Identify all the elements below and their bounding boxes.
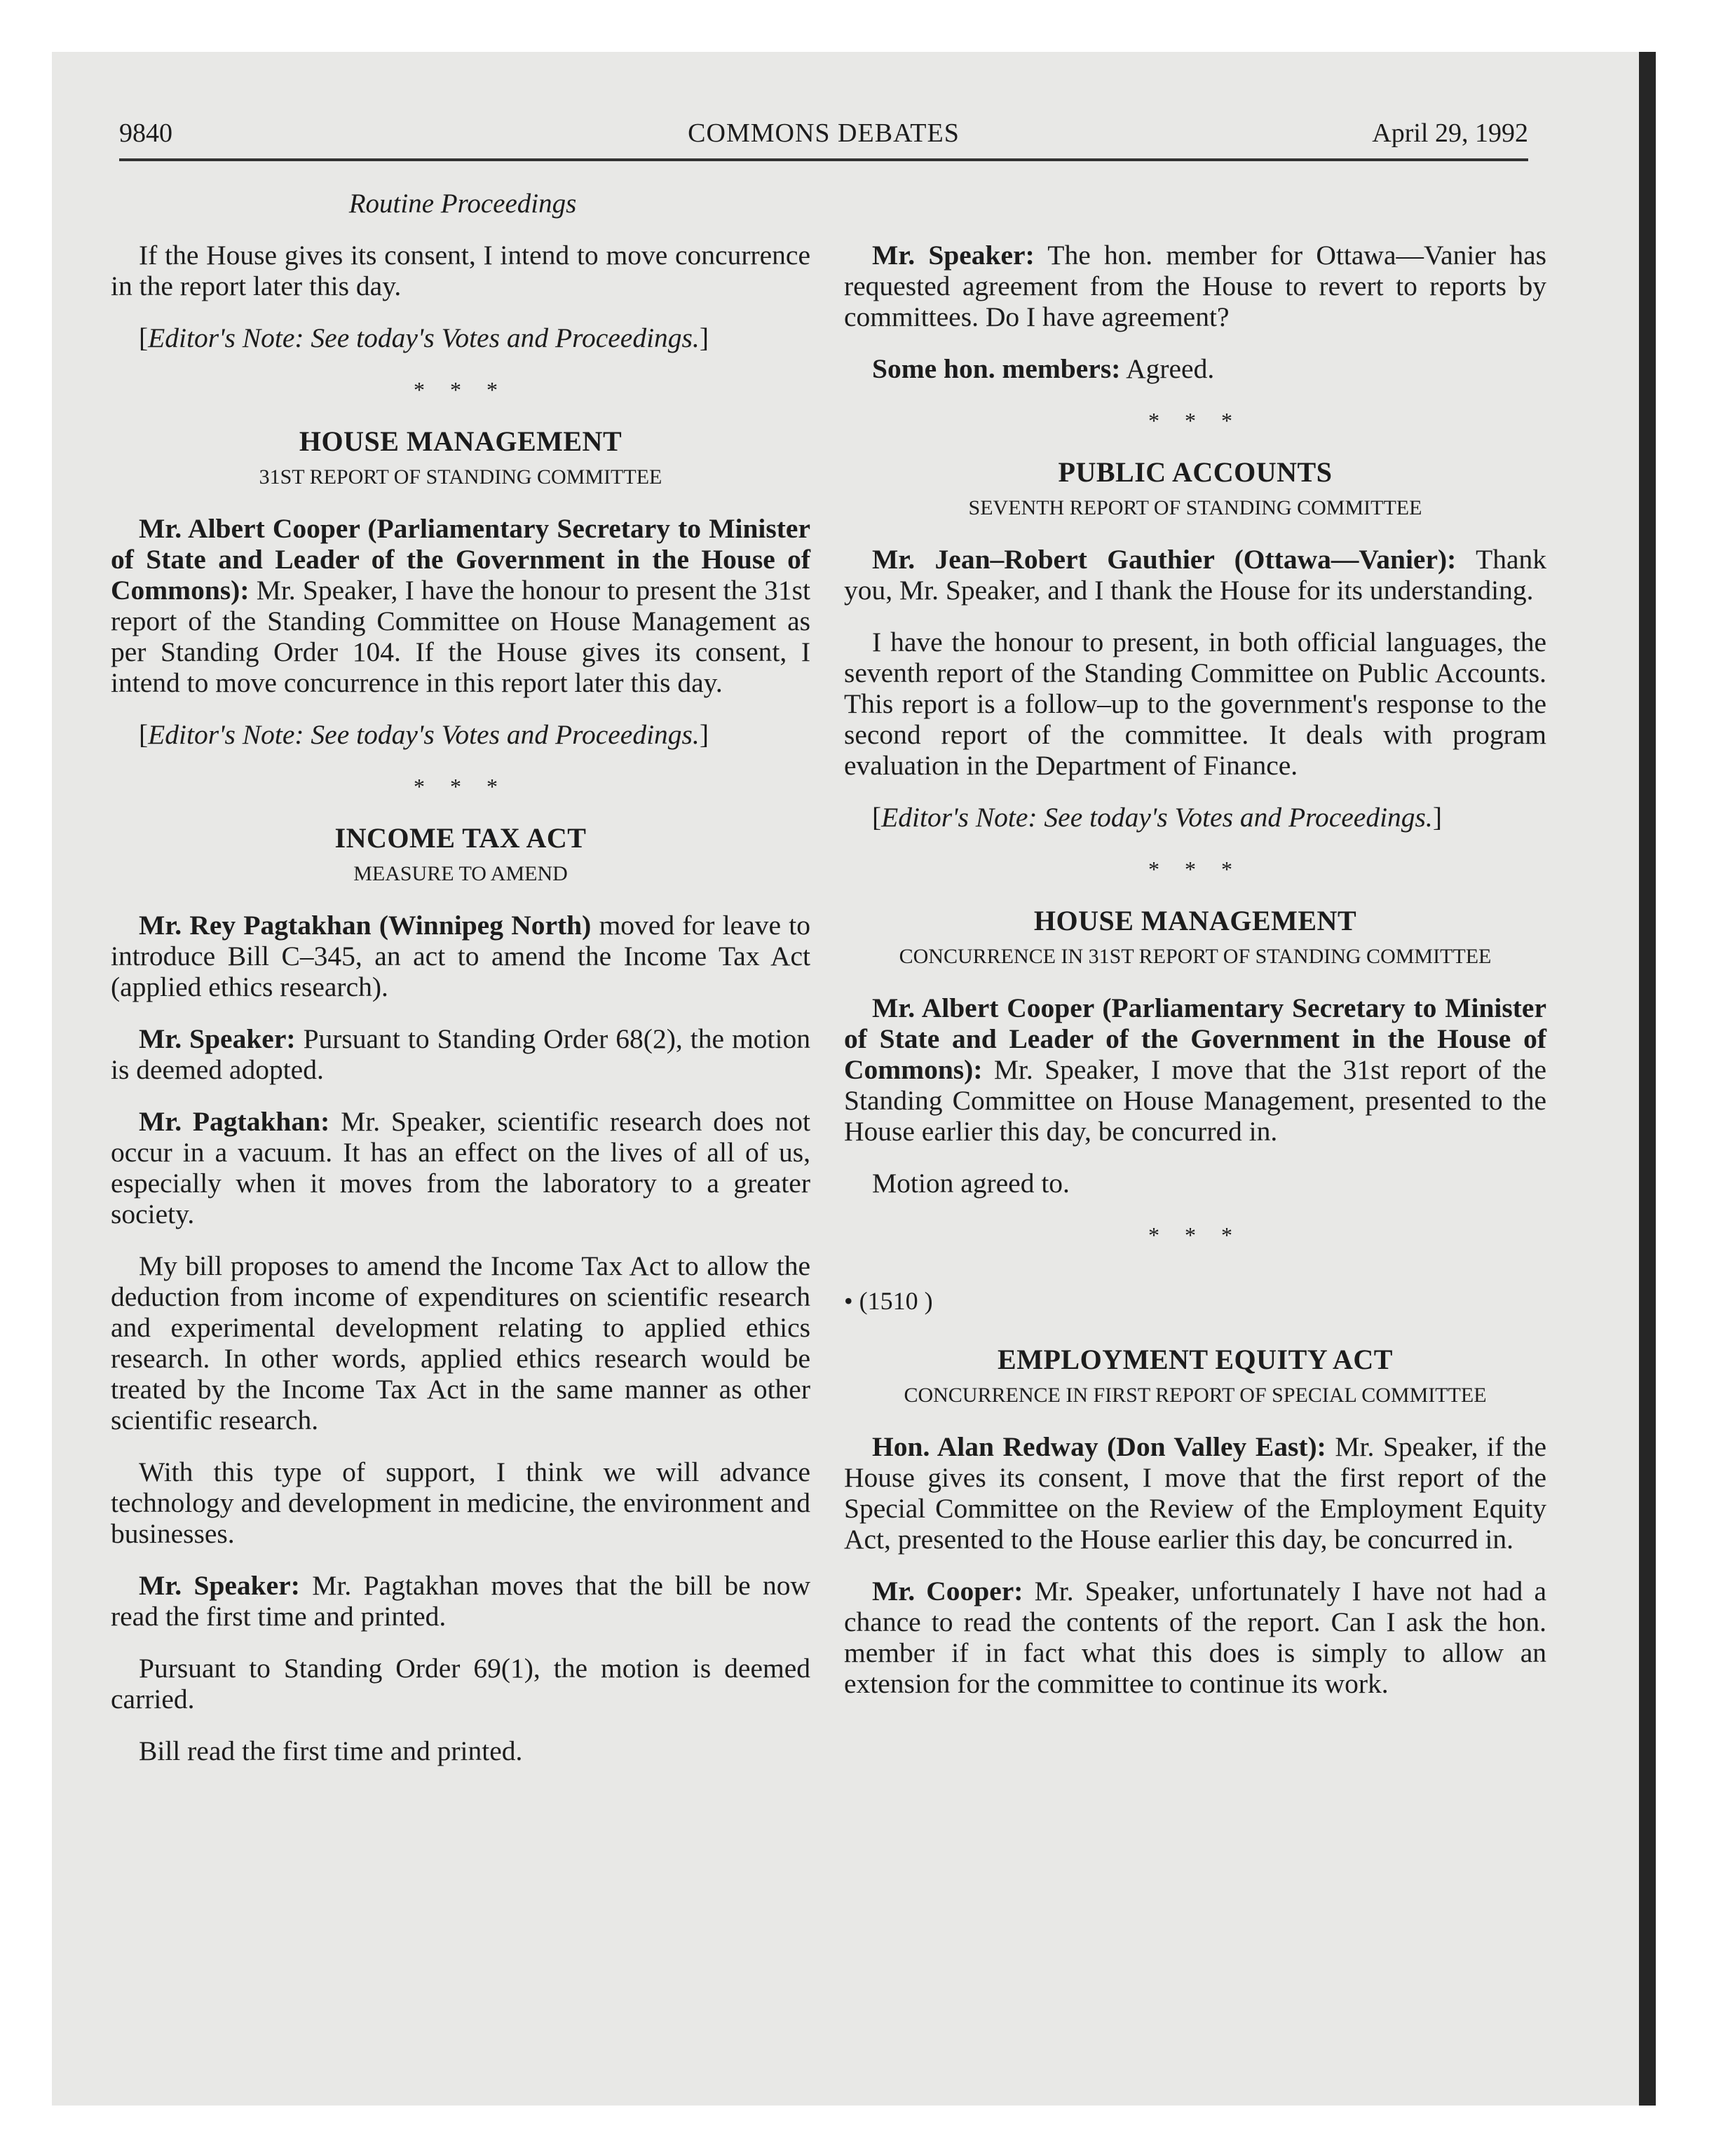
speaker-name: Mr. Rey Pagtakhan (Winnipeg North): [139, 910, 592, 941]
timestamp-marker: • (1510 ): [844, 1287, 933, 1315]
paragraph: Pursuant to Standing Order 69(1), the motion is deemed carried.: [111, 1653, 810, 1714]
speaker-name: Hon. Alan Redway (Don Valley East):: [872, 1431, 1326, 1462]
speaker-name: Mr. Albert Cooper (Parliamentary Secretary to Minister of State and Leader of the Government in the House of Commons):: [844, 992, 1546, 1085]
section-subheading: MEASURE TO AMEND: [353, 862, 568, 885]
section-subheading: SEVENTH REPORT OF STANDING COMMITTEE: [968, 496, 1422, 519]
section-separator: * * *: [1148, 1222, 1242, 1248]
speech-paragraph: Mr. Pagtakhan: Mr. Speaker, scientific research does not occur in a vacuum. It has an effect on the lives of all of us, especially when it moves from the laboratory to a greater society.: [111, 1106, 810, 1229]
speaker-name: Mr. Speaker:: [139, 1023, 296, 1054]
scan-edge-shadow: [1639, 52, 1656, 2106]
section-heading: INCOME TAX ACT: [334, 822, 587, 854]
section-heading: HOUSE MANAGEMENT: [1033, 905, 1357, 936]
paragraph: My bill proposes to amend the Income Tax Act to allow the deduction from income of expenditures on scientific research and experimental development relating to applied ethics research. In other words, applied ethics research would be treated by the Income Tax Act in the same manner as other scientific research.: [111, 1250, 810, 1435]
section-separator: * * *: [1148, 857, 1242, 882]
section-subheading: CONCURRENCE IN 31ST REPORT OF STANDING COMMITTEE: [899, 945, 1492, 968]
page-header: [119, 115, 1528, 161]
section-heading: HOUSE MANAGEMENT: [299, 425, 622, 457]
section-subheading: CONCURRENCE IN FIRST REPORT OF SPECIAL COMMITTEE: [904, 1384, 1487, 1407]
paragraph: Motion agreed to.: [872, 1168, 1070, 1199]
speaker-name: Some hon. members:: [872, 353, 1121, 384]
paragraph: If the House gives its consent, I intend to move concurrence in the report later this day.: [111, 240, 810, 301]
speaker-name: Mr. Albert Cooper (Parliamentary Secretary to Minister of State and Leader of the Government in the House of Commons):: [111, 513, 810, 606]
editors-note: [Editor's Note: See today's Votes and Proceedings.]: [872, 802, 1442, 833]
speech-paragraph: Mr. Rey Pagtakhan (Winnipeg North) moved for leave to introduce Bill C–345, an act to amend the Income Tax Act (applied ethics research).: [111, 910, 811, 1002]
speech-paragraph: Mr. Jean–Robert Gauthier (Ottawa—Vanier): Thank you, Mr. Speaker, and I thank the House for its understanding.: [844, 544, 1546, 606]
speech-paragraph: Mr. Albert Cooper (Parliamentary Secretary to Minister of State and Leader of the Government in the House of Commons): Mr. Speaker, I have the honour to present the 31st report of the Standing Committee on House Management as per Standing Order 104. If the House gives its consent, I intend to move concurrence in this report later this day.: [111, 513, 810, 698]
paragraph: Bill read the first time and printed.: [139, 1735, 523, 1766]
speaker-name: Mr. Speaker:: [872, 240, 1035, 271]
speaker-name: Mr. Jean–Robert Gauthier (Ottawa—Vanier):: [872, 544, 1457, 575]
speech-paragraph: Mr. Speaker: The hon. member for Ottawa—Vanier has requested agreement from the House to revert to reports by committees. Do I have agreement?: [844, 240, 1547, 332]
running-head: Routine Proceedings: [348, 189, 577, 219]
publication-title: COMMONS DEBATES: [688, 118, 960, 148]
section-heading: EMPLOYMENT EQUITY ACT: [998, 1344, 1393, 1375]
speech-paragraph: Hon. Alan Redway (Don Valley East): Mr. Speaker, if the House gives its consent, I move that the first report of the Special Committee on the Review of the Employment Equity Act, presented to the House earlier this day, be concurred in.: [844, 1431, 1546, 1555]
publication-date: April 29, 1992: [1372, 118, 1528, 148]
section-separator: * * *: [1148, 408, 1242, 433]
section-heading: PUBLIC ACCOUNTS: [1058, 456, 1333, 488]
paragraph: With this type of support, I think we will advance technology and development in medicine, the environment and businesses.: [111, 1456, 810, 1549]
speech-paragraph: Mr. Speaker: Pursuant to Standing Order 68(2), the motion is deemed adopted.: [111, 1023, 810, 1085]
section-separator: * * *: [414, 774, 508, 799]
left-column: [111, 240, 810, 1787]
section-separator: * * *: [414, 377, 508, 402]
page-number: 9840: [119, 118, 172, 148]
right-column: [844, 240, 1546, 1720]
speaker-name: Mr. Speaker:: [139, 1570, 300, 1601]
editors-note: [Editor's Note: See today's Votes and Proceedings.]: [139, 322, 709, 353]
editors-note: [Editor's Note: See today's Votes and Proceedings.]: [139, 719, 709, 750]
speech-paragraph: Mr. Cooper: Mr. Speaker, unfortunately I have not had a chance to read the contents of the report. Can I ask the hon. member if in fact what this does is simply to allow an extension for the committee to continue its work.: [844, 1576, 1546, 1699]
speech-paragraph: Mr. Speaker: Mr. Pagtakhan moves that the bill be now read the first time and printed.: [111, 1570, 811, 1632]
speaker-name: Mr. Cooper:: [872, 1576, 1023, 1606]
speech-paragraph: Some hon. members: Agreed.: [872, 353, 1215, 384]
speaker-name: Mr. Pagtakhan:: [139, 1106, 330, 1137]
section-subheading: 31ST REPORT OF STANDING COMMITTEE: [259, 465, 662, 489]
speech-paragraph: Mr. Albert Cooper (Parliamentary Secretary to Minister of State and Leader of the Government in the House of Commons): Mr. Speaker, I move that the 31st report of the Standing Committee on House Management, presented to the House earlier this day, be concurred in.: [844, 992, 1546, 1147]
paragraph: I have the honour to present, in both official languages, the seventh report of the Standing Committee on Public Accounts. This report is a follow–up to the government's response to the second report of the committee. It deals with program evaluation in the Department of Finance.: [844, 627, 1546, 781]
